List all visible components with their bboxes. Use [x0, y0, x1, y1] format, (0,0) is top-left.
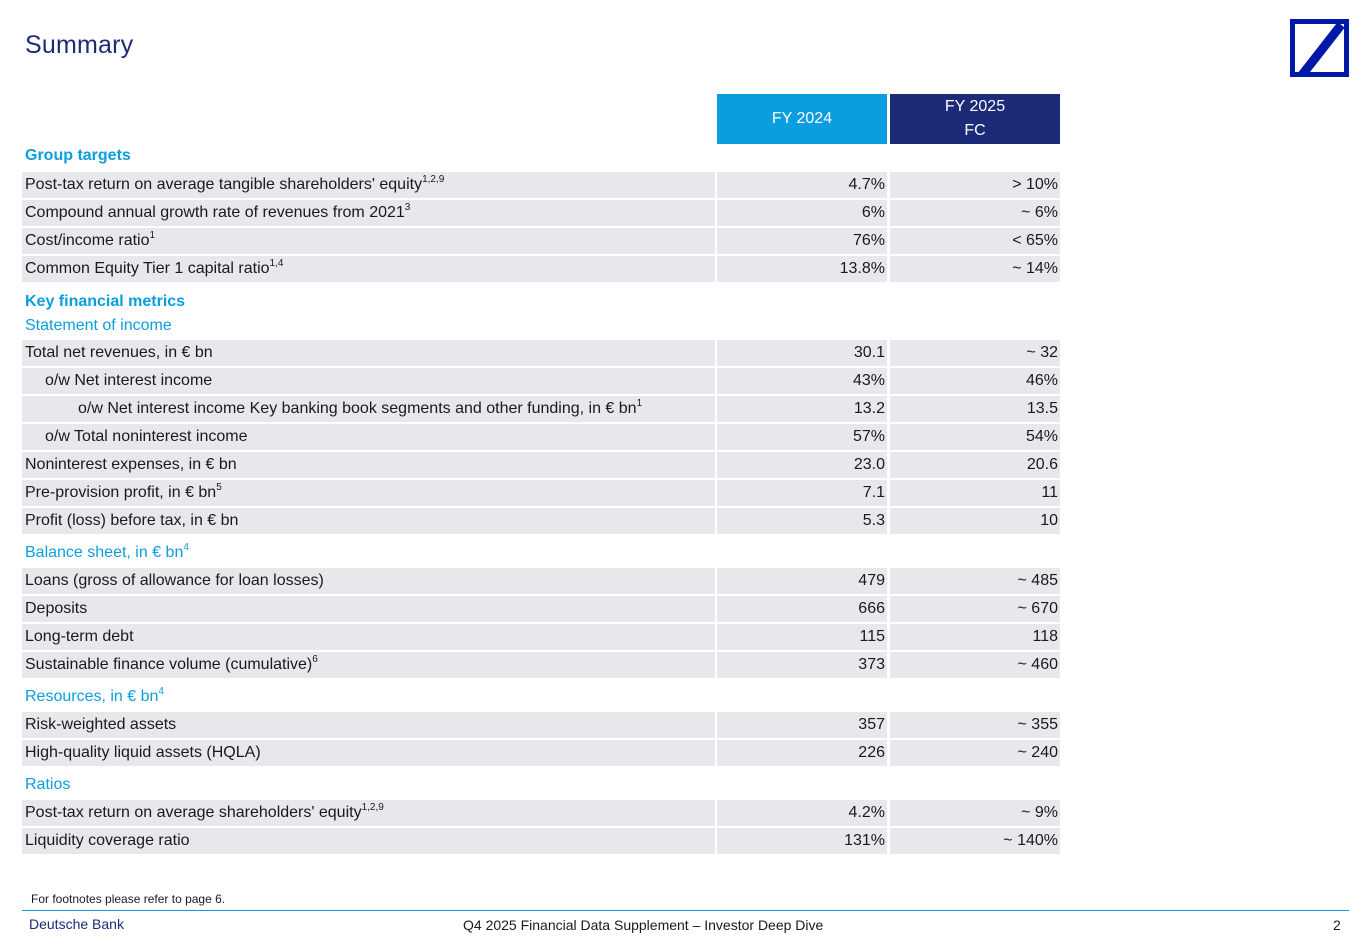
- table-row: [0, 396, 1365, 422]
- table-row: [0, 172, 1365, 198]
- row-label: Post-tax return on average shareholders' equity$^{1,2,9}$: [22, 800, 715, 826]
- column-header-fy2024: [717, 94, 887, 144]
- value-fy2024: 6%: [717, 200, 887, 226]
- section-ratios: Ratios: [25, 776, 71, 793]
- row-label: Profit (loss) before tax, in € bn: [22, 508, 715, 534]
- value-fy2024: 115: [717, 624, 887, 650]
- value-fy2025: ~ 670: [890, 596, 1060, 622]
- value-fy2025: 46%: [890, 368, 1060, 394]
- value-fy2025: > 10%: [890, 172, 1060, 198]
- value-fy2025: ~ 355: [890, 712, 1060, 738]
- page-number: 2: [1333, 917, 1341, 933]
- value-fy2025: ~ 9%: [890, 800, 1060, 826]
- row-label: Post-tax return on average tangible shareholders' equity$^{1,2,9}$: [22, 172, 715, 198]
- value-fy2025: ~ 14%: [890, 256, 1060, 282]
- row-label: Pre-provision profit, in € $bn^5$: [22, 480, 715, 506]
- row-label: o/w Net interest income Key banking book segments and other funding, in € $bn^1$: [22, 396, 715, 422]
- row-label: Liquidity coverage ratio: [22, 828, 715, 854]
- value-fy2024: 373: [717, 652, 887, 678]
- row-label: Total net revenues, in € bn: [22, 340, 715, 366]
- table-row: [0, 228, 1365, 254]
- value-fy2024: 23.0: [717, 452, 887, 478]
- row-label: Risk-weighted assets: [22, 712, 715, 738]
- table-row: [0, 652, 1365, 678]
- value-fy2024: 30.1: [717, 340, 887, 366]
- table-row: [0, 596, 1365, 622]
- value-fy2025: 54%: [890, 424, 1060, 450]
- row-label: o/w Total noninterest income: [22, 424, 715, 450]
- table-row: [0, 424, 1365, 450]
- table-row: [0, 740, 1365, 766]
- row-label: Long-term debt: [22, 624, 715, 650]
- value-fy2024: 13.8%: [717, 256, 887, 282]
- value-fy2025: ~ 485: [890, 568, 1060, 594]
- value-fy2025: ~ 32: [890, 340, 1060, 366]
- row-label: Common Equity Tier 1 capital ratio$^{1,4}$: [22, 256, 715, 282]
- value-fy2025: 11: [890, 480, 1060, 506]
- table-row: [0, 800, 1365, 826]
- value-fy2024: 666: [717, 596, 887, 622]
- column-header-fy2025: [890, 94, 1060, 144]
- section-balance-sheet: Balance sheet, in € $bn^4$: [25, 542, 189, 561]
- row-label: Noninterest expenses, in € bn: [22, 452, 715, 478]
- column-header-fy2024-label: FY 2024: [771, 110, 833, 127]
- value-fy2024: 357: [717, 712, 887, 738]
- footer-divider: [22, 910, 1349, 911]
- page-title: Summary: [25, 31, 134, 59]
- deutsche-bank-logo-icon: [1290, 19, 1349, 77]
- value-fy2024: 76%: [717, 228, 887, 254]
- value-fy2025: ~ 140%: [890, 828, 1060, 854]
- row-label: Sustainable finance volume (cumulative)$^6$: [22, 652, 715, 678]
- section-key-financial-metrics: Key financial metrics: [25, 293, 186, 310]
- value-fy2024: 479: [717, 568, 887, 594]
- row-label: Cost/income ratio$^1$: [22, 228, 715, 254]
- value-fy2025: 118: [890, 624, 1060, 650]
- value-fy2024: 226: [717, 740, 887, 766]
- row-label: Deposits: [22, 596, 715, 622]
- table-row: [0, 624, 1365, 650]
- table-row: [0, 200, 1365, 226]
- table-row: [0, 368, 1365, 394]
- value-fy2024: 4.7%: [717, 172, 887, 198]
- section-resources: Resources, in € $bn^4$: [25, 686, 164, 705]
- table-row: [0, 340, 1365, 366]
- row-label: High-quality liquid assets (HQLA): [22, 740, 715, 766]
- table-row: [0, 828, 1365, 854]
- value-fy2025: 20.6: [890, 452, 1060, 478]
- section-group-targets: Group targets: [25, 147, 131, 164]
- value-fy2025: ~ 460: [890, 652, 1060, 678]
- table-row: [0, 508, 1365, 534]
- value-fy2024: 4.2%: [717, 800, 887, 826]
- value-fy2025: ~ 6%: [890, 200, 1060, 226]
- value-fy2024: 43%: [717, 368, 887, 394]
- column-header-fy2025-label: FY 2025: [944, 98, 1006, 115]
- row-label: Compound annual growth rate of revenues from 2021$^3$: [22, 200, 715, 226]
- value-fy2024: 13.2: [717, 396, 887, 422]
- value-fy2024: 131%: [717, 828, 887, 854]
- table-row: [0, 480, 1365, 506]
- table-row: [0, 568, 1365, 594]
- value-fy2024: 5.3: [717, 508, 887, 534]
- table-row: [0, 712, 1365, 738]
- footer-document-title: Q4 2025 Financial Data Supplement – Investor Deep Dive: [463, 917, 824, 933]
- section-statement-of-income: Statement of income: [25, 317, 172, 334]
- value-fy2025: < 65%: [890, 228, 1060, 254]
- value-fy2024: 7.1: [717, 480, 887, 506]
- row-label: o/w Net interest income: [22, 368, 715, 394]
- value-fy2025: ~ 240: [890, 740, 1060, 766]
- value-fy2025: 13.5: [890, 396, 1060, 422]
- table-row: [0, 452, 1365, 478]
- row-label: Loans (gross of allowance for loan losses): [22, 568, 715, 594]
- footer-brand: Deutsche Bank: [29, 916, 124, 932]
- value-fy2024: 57%: [717, 424, 887, 450]
- footnote: For footnotes please refer to page 6.: [31, 892, 226, 906]
- column-header-fy2025-sublabel: FC: [964, 122, 986, 139]
- table-row: [0, 256, 1365, 282]
- value-fy2025: 10: [890, 508, 1060, 534]
